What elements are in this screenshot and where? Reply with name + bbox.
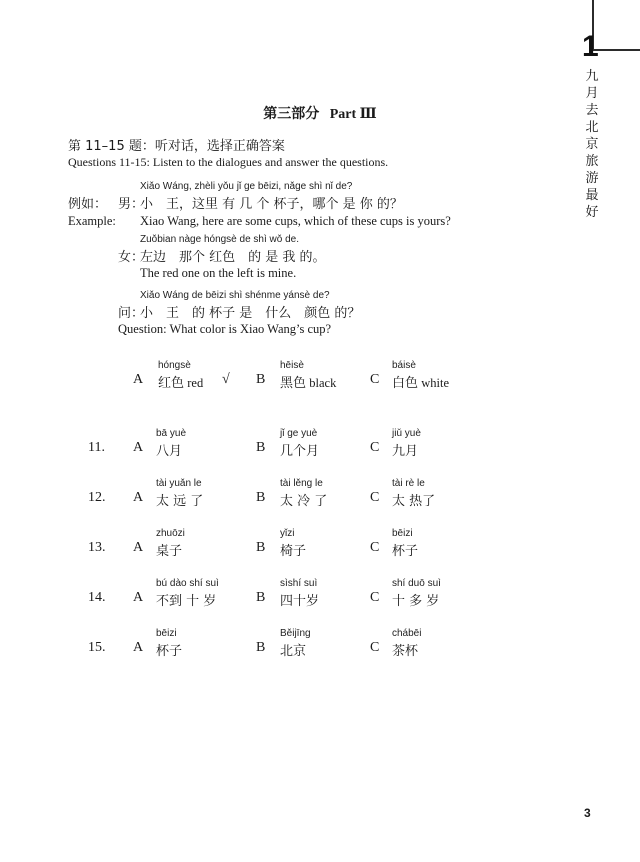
question-number: 11.	[88, 440, 105, 455]
option-text: 椅子	[280, 544, 307, 559]
question-row-11	[0, 428, 560, 472]
option-letter: B	[256, 590, 266, 605]
option-pinyin: bēizi	[392, 528, 413, 539]
option-letter: A	[133, 640, 144, 655]
option-pinyin: tài rè le	[392, 478, 425, 489]
option-text: 九月	[392, 444, 419, 459]
option-pinyin: jiǔ yuè	[392, 428, 421, 439]
chapter-title-char: 旅	[585, 154, 599, 169]
example-woman-text: 左边 那个 红色 的 是 我 的。	[140, 250, 326, 265]
option-letter: C	[370, 640, 380, 655]
option-pinyin: bēizi	[156, 628, 177, 639]
example-man-pinyin: Xiǎo Wáng, zhèli yǒu jǐ ge bēizi, nǎge shì nǐ de?	[140, 181, 353, 192]
example-question-en: Question: What color is Xiao Wang’s cup?	[118, 322, 332, 336]
option-text: 杯子	[392, 544, 419, 559]
option-text: 桌子	[156, 544, 183, 559]
chapter-title-char: 北	[585, 120, 599, 135]
option-text-cn: 白色	[392, 376, 419, 391]
option-letter: B	[256, 440, 266, 455]
option-text-en: white	[421, 376, 450, 390]
option-letter: B	[256, 540, 266, 555]
chapter-title-char: 月	[585, 86, 599, 101]
example-man-text: 小 王，这里 有 几 个 杯子，哪个 是 你 的？	[140, 197, 403, 212]
question-number: 13.	[88, 540, 106, 555]
option-text: 太 远 了	[156, 494, 204, 509]
example-question-text: 小 王 的 杯子 是 什么 颜色 的？	[140, 306, 361, 321]
chapter-title-char: 最	[585, 188, 599, 203]
option-letter: A	[133, 540, 144, 555]
example-woman-en: The red one on the left is mine.	[140, 266, 297, 280]
side-tab-divider	[592, 49, 640, 51]
option-text: 十 多 岁	[392, 594, 440, 609]
section-title-cn: 第三部分	[263, 106, 320, 122]
option-pinyin: tài lěng le	[280, 478, 323, 489]
option-pinyin: Běijīng	[280, 628, 311, 639]
question-number: 15.	[88, 640, 106, 655]
option-letter: A	[133, 490, 144, 505]
option-pinyin: hēisè	[280, 360, 304, 371]
chapter-title-char: 九	[585, 69, 599, 84]
chapter-title-char: 好	[585, 205, 599, 220]
option-pinyin: sìshí suì	[280, 578, 318, 589]
option-text: 太 热了	[392, 494, 436, 509]
option-pinyin: bú dào shí suì	[156, 578, 219, 589]
option-text: 太 冷 了	[280, 494, 328, 509]
chapter-title-char: 京	[585, 137, 599, 152]
option-text-en: red	[187, 376, 204, 390]
example-question-speaker: 问：	[118, 306, 145, 321]
question-row-15	[0, 628, 560, 672]
option-pinyin: yǐzi	[280, 528, 295, 539]
option-c-text	[392, 372, 449, 391]
option-letter: A	[133, 372, 144, 387]
example-label-cn: 例如：	[68, 197, 108, 212]
check-mark: √	[222, 372, 230, 387]
example-question-pinyin: Xiǎo Wáng de bēizi shì shénme yánsè de?	[140, 290, 330, 301]
instructions-cn: 第 11–15 题：听对话，选择正确答案	[68, 139, 285, 154]
option-text: 北京	[280, 644, 307, 659]
chapter-title	[583, 68, 601, 221]
chapter-title-char: 游	[585, 171, 599, 186]
option-letter: C	[370, 440, 380, 455]
option-pinyin: shí duō suì	[392, 578, 441, 589]
option-letter: B	[256, 372, 266, 387]
option-letter: C	[370, 372, 380, 387]
option-text: 几个月	[280, 444, 320, 459]
question-number: 12.	[88, 490, 106, 505]
option-text-cn: 黑色	[280, 376, 307, 391]
option-a-text	[158, 372, 203, 391]
option-text: 杯子	[156, 644, 183, 659]
example-woman-pinyin: Zuǒbian nàge hóngsè de shì wǒ de.	[140, 234, 300, 245]
question-row-14	[0, 578, 560, 622]
option-text: 不到 十 岁	[156, 594, 217, 609]
example-options-row	[0, 360, 560, 404]
page-number: 3	[584, 806, 591, 820]
option-b-text	[280, 372, 336, 391]
option-letter: C	[370, 540, 380, 555]
chapter-title-char: 去	[585, 103, 599, 118]
option-text: 茶杯	[392, 644, 419, 659]
example-man-en: Xiao Wang, here are some cups, which of these cups is yours?	[140, 214, 451, 228]
option-text: 四十岁	[280, 594, 320, 609]
option-letter: B	[256, 490, 266, 505]
example-label-en: Example:	[68, 214, 116, 228]
question-row-12	[0, 478, 560, 522]
question-row-13	[0, 528, 560, 572]
instructions-en: Questions 11-15: Listen to the dialogues and answer the questions.	[68, 155, 389, 169]
option-pinyin: tài yuǎn le	[156, 478, 202, 489]
option-letter: A	[133, 440, 144, 455]
option-text-cn: 红色	[158, 376, 185, 391]
option-pinyin: jǐ ge yuè	[280, 428, 318, 439]
section-title	[0, 103, 640, 123]
section-title-en: Part Ⅲ	[329, 107, 377, 122]
chapter-number: 1	[582, 30, 599, 63]
example-woman-speaker: 女：	[118, 250, 145, 265]
option-letter: C	[370, 590, 380, 605]
option-text: 八月	[156, 444, 183, 459]
option-pinyin: zhuōzi	[156, 528, 185, 539]
option-text-en: black	[309, 376, 337, 390]
option-pinyin: báisè	[392, 360, 416, 371]
example-man-speaker: 男：	[118, 197, 145, 212]
option-letter: A	[133, 590, 144, 605]
question-number: 14.	[88, 590, 106, 605]
option-pinyin: bā yuè	[156, 428, 187, 439]
option-pinyin: hóngsè	[158, 360, 191, 371]
option-letter: C	[370, 490, 380, 505]
option-pinyin: chábēi	[392, 628, 422, 639]
option-letter: B	[256, 640, 266, 655]
